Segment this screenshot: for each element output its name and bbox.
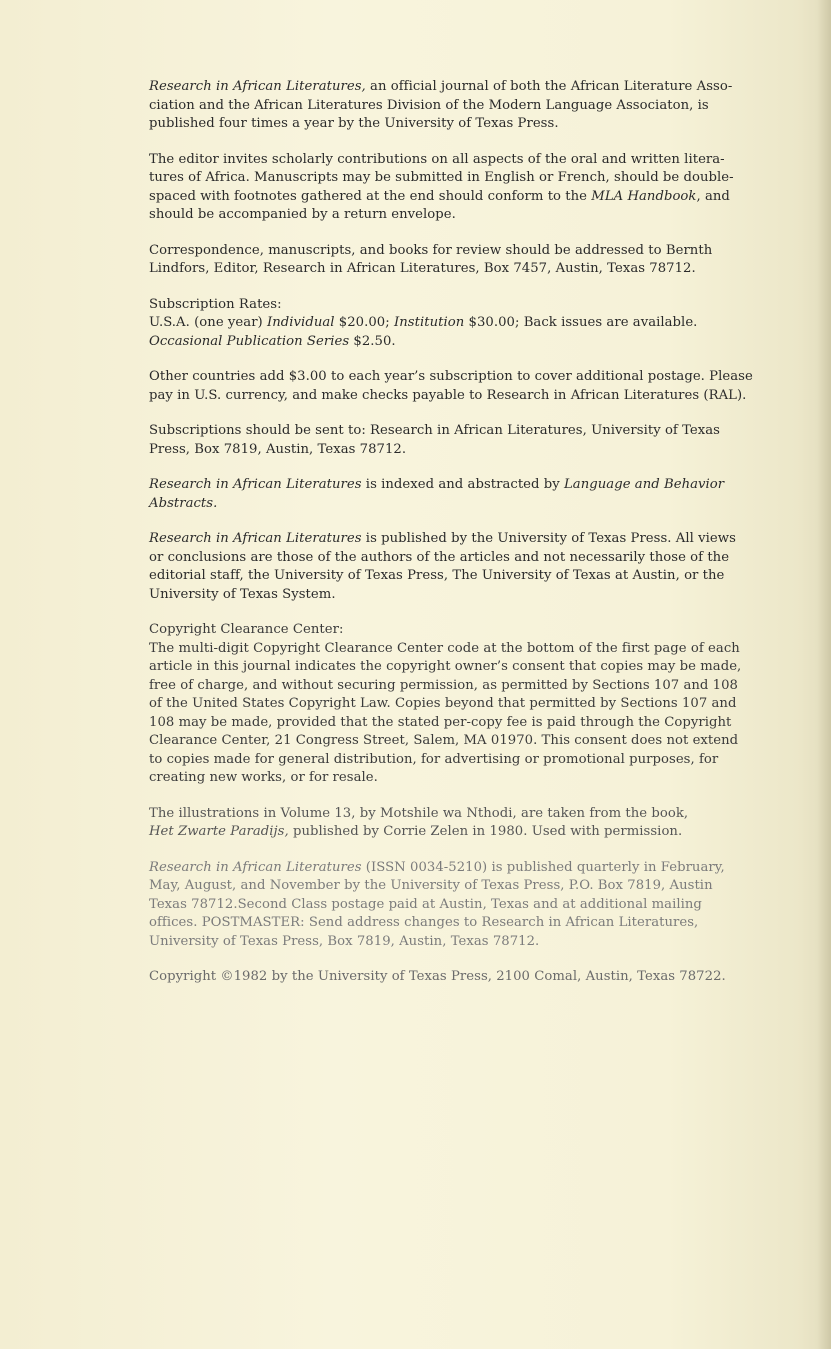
journal-title: Research in African Literatures,	[149, 79, 366, 94]
correspondence-address: Correspondence, manuscripts, and books for review should be addressed to Bernth Lindfors, Editor, Research in African Literatures, Box 7457, Austin, Texas 78712.	[149, 242, 713, 276]
clearance-heading: Copyright Clearance Center:	[149, 622, 344, 637]
journal-description: Research in African Literatures, an official journal of both the African Literature Asso- ciation and the African Literatures Division of the Modern Language Associaton, is published four times a year by the University of Texas Press.	[149, 79, 733, 131]
subscription-address: Subscriptions should be sent to: Research in African Literatures, University of Texas Press, Box 7819, Austin, Texas 78712.	[149, 423, 720, 457]
indexing-note: Research in African Literatures is indexed and abstracted by Language and Behavior Abstracts.	[149, 477, 725, 511]
disclaimer: Research in African Literatures is published by the University of Texas Press. All views or conclusions are those of the authors of the articles and not necessarily those of the editorial staff, the University of Texas Press, The University of Texas at Austin, or the University of Texas System.	[149, 531, 736, 602]
publication-statement: Research in African Literatures (ISSN 0034-5210) is published quarterly in February, May, August, and November by the University of Texas Press, P.O. Box 7819, Austin Texas 78712.Second Class postage paid at Austin, Texas and at additional mailing offices. POSTMASTER: Send address changes to Research in African Literatures, University of Texas Press, Box 7819, Austin, Texas 78712.	[149, 859, 725, 949]
copyright-notice: Copyright ©1982 by the University of Texas Press, 2100 Comal, Austin, Texas 78722.	[149, 969, 726, 984]
masthead-text	[149, 78, 789, 1004]
subscription-rates: Subscription Rates: U.S.A. (one year) Individual $20.00; Institution $30.00; Back issues are available. Occasional Publication Series $2.50.	[149, 296, 789, 352]
copyright-clearance: Copyright Clearance Center: The multi-digit Copyright Clearance Center code at the bottom of the first page of each article in this journal indicates the copyright owner’s consent that copies may be made, free of charge, and without securing permission, as permitted by Sections 107 and 108 of the United States Copyright Law. Copies beyond that permitted by Sections 107 and 108 may be made, provided that the stated per-copy fee is paid through the Copyright Clearance Center, 21 Congress Street, Salem, MA 01970. This consent does not extend to copies made for general distribution, for advertising or promotional purposes, for creating new works, or for resale.	[149, 621, 789, 788]
subscription-heading: Subscription Rates:	[149, 296, 282, 312]
book-title: Het Zwarte Paradijs,	[149, 824, 289, 839]
other-countries: Other countries add $3.00 to each year’s subscription to cover additional postage. Please pay in U.S. currency, and make checks payable to Research in African Literatures (RAL).	[149, 369, 753, 403]
illustrations-credit: The illustrations in Volume 13, by Motshile wa Nthodi, are taken from the book, Het Zwarte Paradijs, published by Corrie Zelen in 1980. Used with permission.	[149, 805, 689, 839]
page-edge-shadow	[817, 0, 831, 1349]
editor-invitation: The editor invites scholarly contributions on all aspects of the oral and written litera- tures of Africa. Manuscripts may be submitted in English or French, should be double- spaced with footnotes gathered at the end should conform to the MLA Handbook, and should be accompanied by a return envelope.	[149, 151, 734, 222]
mla-handbook: MLA Handbook	[591, 188, 697, 204]
